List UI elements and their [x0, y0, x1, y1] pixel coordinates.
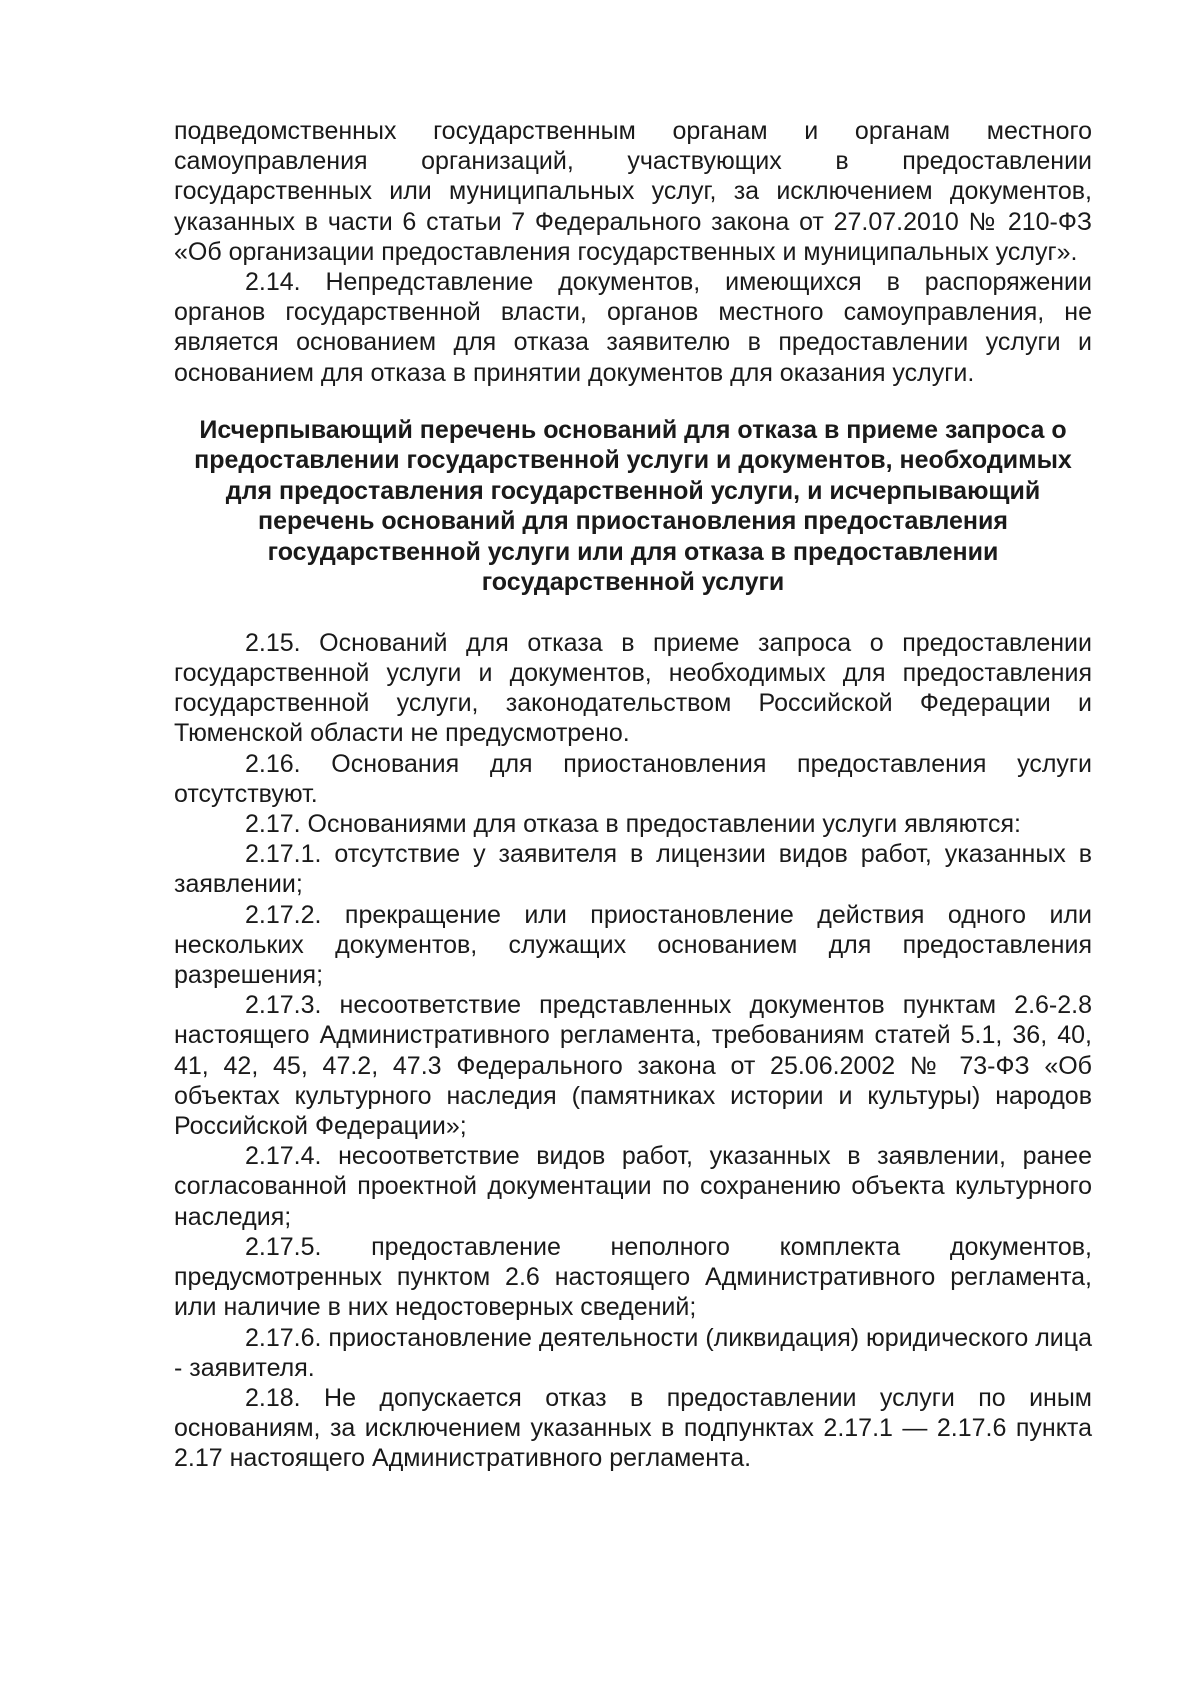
paragraph-2-17: 2.17. Основаниями для отказа в предоставлении услуги являются: [245, 810, 1021, 839]
paragraph-2-17-4: 2.17.4. несоответствие видов работ, указанных в заявлении, ранее согласованной проектной документации по сохранению объекта культурного наследия; [174, 1142, 1092, 1231]
paragraph-2-17-5: 2.17.5. предоставление неполного комплекта документов, предусмотренных пунктом 2.6 настоящего Административного регламента, или наличие в них недостоверных сведений; [174, 1232, 1092, 1322]
paragraph-2-17-3: 2.17.3. несоответствие представленных документов пунктам 2.6-2.8 настоящего Административного регламента, требованиям статей 5.1, 36, 40, 41, 42, 45, 47.2, 47.3 Федерального закона от 25.06.2002 № 73-ФЗ «Об объектах культурного наследия (памятниках истории и культуры) народов Российской Федерации»; [174, 991, 1092, 1141]
paragraph-2-17-6: 2.17.6. приостановление деятельности (ликвидация) юридического лица - заявителя. [174, 1323, 1092, 1382]
paragraph-2-15: 2.15. Оснований для отказа в приеме запроса о предоставлении государственной услуги и документов, необходимых для предоставления государственной услуги, законодательством Российской Федерации и Тюменской области не предусмотрено. [174, 628, 1092, 748]
paragraph-2-17-2: 2.17.2. прекращение или приостановление действия одного или нескольких документов, служащих основанием для предоставления разрешения; [174, 900, 1092, 990]
paragraph-2-18: 2.18. Не допускается отказ в предоставлении услуги по иным основаниям, за исключением указанных в подпунктах 2.17.1 — 2.17.6 пункта 2.17 настоящего Административного регламента. [174, 1383, 1092, 1473]
section-heading: Исчерпывающий перечень оснований для отказа в приеме запроса о предоставлении государственной услуги и документов, необходимых для предоставления государственной услуги, и исчерпывающий перечень оснований для приостановления предоставления государственной услуги или для отказа в предоставлении государственной услуги [194, 415, 1072, 597]
paragraph-2-16: 2.16. Основания для приостановления предоставления услуги отсутствуют. [174, 749, 1092, 808]
paragraph-2-17-1: 2.17.1. отсутствие у заявителя в лицензии видов работ, указанных в заявлении; [174, 840, 1092, 899]
paragraph-2-14: 2.14. Непредставление документов, имеющихся в распоряжении органов государственной власти, органов местного самоуправления, не является основанием для отказа заявителю в предоставлении услуги и основанием для отказа в принятии документов для оказания услуги. [174, 268, 1092, 387]
document-page [174, 116, 1092, 1474]
paragraph-continuation: подведомственных государственным органам и органам местного самоуправления организаций, участвующих в предоставлении государственных или муниципальных услуг, за исключением документов, указанных в части 6 статьи 7 Федерального закона от 27.07.2010 № 210-ФЗ «Об организации предоставления государственных и муниципальных услуг». [174, 117, 1092, 266]
